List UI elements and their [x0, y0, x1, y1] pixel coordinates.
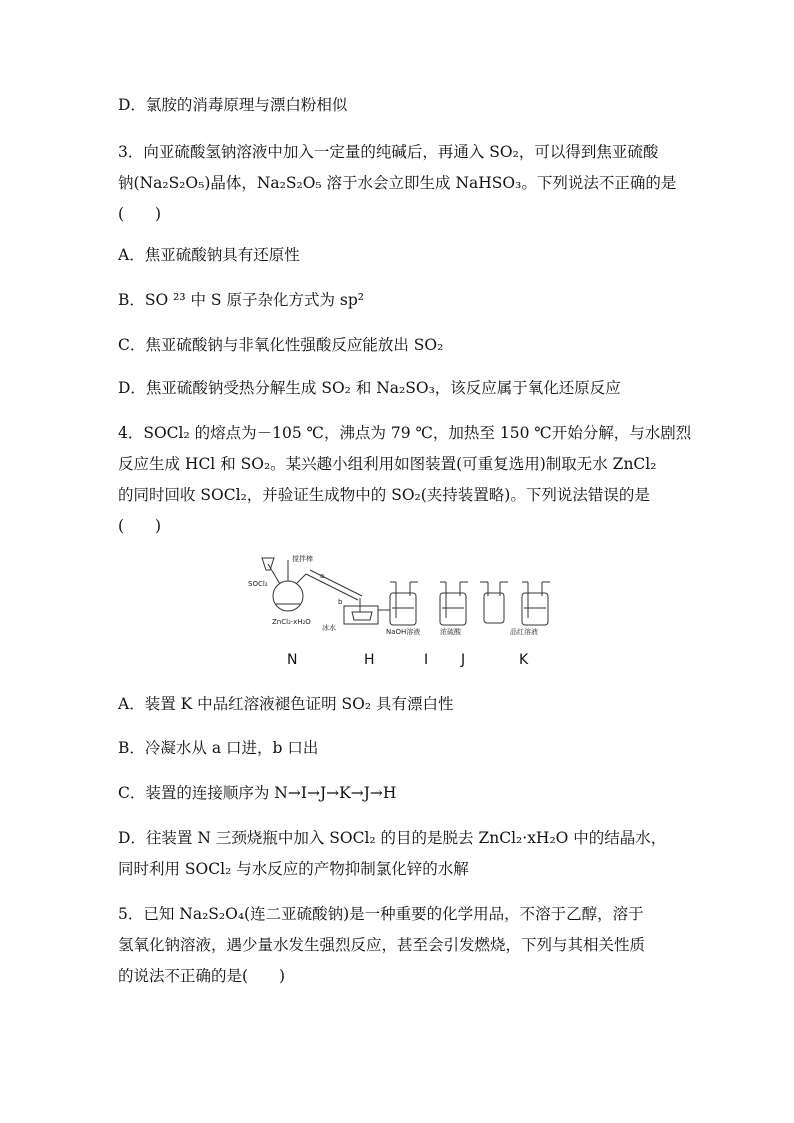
q3-option-d: D．焦亚硫酸钠受热分解生成 SO₂ 和 Na₂SO₃，该反应属于氧化还原反应 — [118, 379, 621, 397]
q3-stem-line3: ( ) — [118, 205, 162, 223]
q3-stem-line1: 3．向亚硫酸氢钠溶液中加入一定量的纯碱后，再通入 SO₂，可以得到焦亚硫酸 — [118, 143, 659, 161]
label-b: b — [338, 598, 343, 606]
label-naoh: NaOH溶液 — [386, 628, 421, 636]
label-a: a — [320, 572, 325, 580]
label-ice-water: 冰水 — [322, 624, 336, 632]
three-neck-flask — [273, 581, 303, 611]
device-label-h: H — [364, 652, 375, 668]
q3-stem-line2: 钠(Na₂S₂O₅)晶体，Na₂S₂O₅ 溶于水会立即生成 NaHSO₃。下列说法不正确的是 — [118, 174, 677, 192]
q4-option-d-line2: 同时利用 SOCl₂ 与水反应的产物抑制氯化锌的水解 — [118, 860, 469, 878]
label-zncl2: ZnCl₂·xH₂O — [272, 618, 311, 626]
q3-option-c: C．焦亚硫酸钠与非氧化性强酸反应能放出 SO₂ — [118, 336, 444, 354]
device-label-n: N — [287, 652, 298, 668]
label-h2so4: 浓硫酸 — [440, 628, 461, 636]
q4-stem-line4: ( ) — [118, 517, 162, 535]
q4-option-c: C．装置的连接顺序为 N→I→J→K→J→H — [118, 784, 397, 802]
q4-option-d-line1: D．往装置 N 三颈烧瓶中加入 SOCl₂ 的目的是脱去 ZnCl₂·xH₂O 中的结晶水， — [118, 829, 667, 847]
device-label-j: J — [461, 652, 466, 668]
label-socl2: SOCl₂ — [248, 580, 268, 588]
q5-stem-line1: 5．已知 Na₂S₂O₄(连二亚硫酸钠)是一种重要的化学用品，不溶于乙醇，溶于 — [118, 905, 644, 923]
device-label-i: I — [424, 652, 429, 668]
q4-stem-line2: 反应生成 HCl 和 SO₂。某兴趣小组利用如图装置(可重复选用)制取无水 ZnCl₂ — [118, 455, 657, 473]
label-stir: 搅拌棒 — [292, 555, 313, 563]
q4-option-b: B．冷凝水从 a 口进，b 口出 — [118, 739, 319, 757]
q4-stem-line1: 4．SOCl₂ 的熔点为－105 ℃，沸点为 79 ℃，加热至 150 ℃开始分解，与水剧烈 — [118, 424, 692, 442]
apparatus-figure — [240, 548, 570, 638]
device-label-k: K — [519, 652, 529, 668]
q4-option-a: A．装置 K 中品红溶液褪色证明 SO₂ 具有漂白性 — [118, 695, 454, 713]
q3-option-a: A．焦亚硫酸钠具有还原性 — [118, 246, 300, 264]
q4-stem-line3: 的同时回收 SOCl₂，并验证生成物中的 SO₂(夹持装置略)。下列说法错误的是 — [118, 486, 650, 504]
q5-stem-line3: 的说法不正确的是( ) — [118, 967, 286, 985]
q3-option-b: B．SO ²³ 中 S 原子杂化方式为 sp² — [118, 291, 364, 309]
q5-stem-line2: 氢氧化钠溶液，遇少量水发生强烈反应，甚至会引发燃烧，下列与其相关性质 — [118, 936, 646, 954]
label-pinhong: 品红溶液 — [510, 628, 538, 636]
q2-option-d: D．氯胺的消毒原理与漂白粉相似 — [118, 96, 348, 114]
